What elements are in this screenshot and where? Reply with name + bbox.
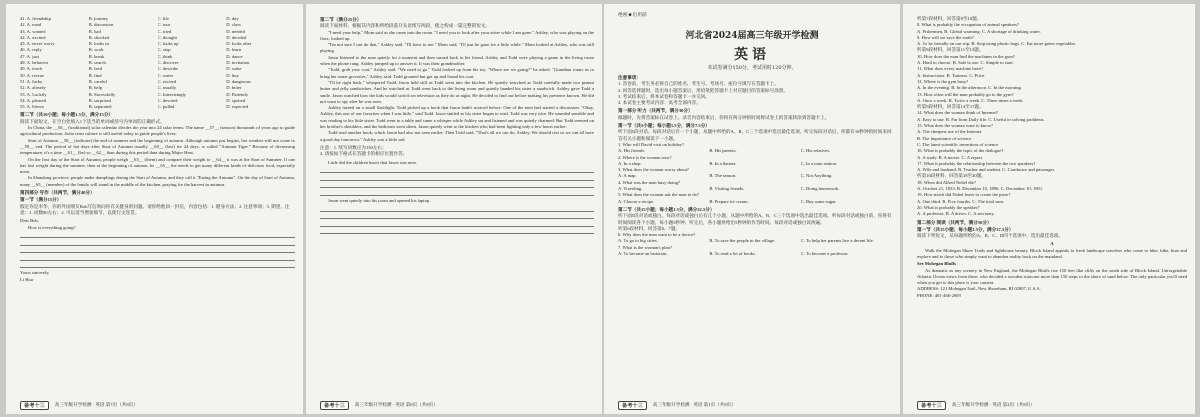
notice-title: 注意事项： xyxy=(618,75,641,80)
question-option: B. In a theater. xyxy=(709,160,737,166)
vocab-option: C. tried xyxy=(157,28,172,34)
exam-title: 河北省2024届高三年级开学检测 xyxy=(685,31,819,41)
letter-signature: Li Hua xyxy=(20,276,33,282)
answer-line xyxy=(320,212,594,220)
subject-title: 英语 xyxy=(734,47,770,63)
question-line: A. October 21, 1833. B. December 10, 1896. C. December 10, 1901. xyxy=(917,186,1044,192)
question-line: A. To be friendly on our trip. B. Stop using plastic bags. C. Eat more green vegetables. xyxy=(917,41,1077,47)
question-options xyxy=(618,199,892,205)
section1-note: 听下面5段对话。每段对话后有一个小题，从题中所给的A、B、C三个选项中选出最佳选项。听完每段对话后，你都有10秒钟的时间来回答有关小题和阅读下一小题。 xyxy=(618,129,892,141)
question-line: 13. How often will the man probably go to the gym? xyxy=(917,91,1014,97)
vocab-option: 55. A. blown xyxy=(20,104,44,110)
vocab-row xyxy=(20,104,295,110)
writing-note: 注意：1. 续写词数应为150左右； xyxy=(320,144,387,150)
question-line: 14. What does the woman think of Internet? xyxy=(917,110,998,116)
answer-line xyxy=(320,227,594,235)
continuation-start-1: Little did the children know that Jason was near. xyxy=(328,159,417,165)
story-paragraph: "I need your help," Mom said as she came into the room. "I need you to look after your sister while I am gone." Ashley, who was playing on the floor, looked up. xyxy=(320,29,594,41)
vocab-option: C. discover xyxy=(157,60,179,66)
section2-title: 第二节（共15小题；每小题1.5分，满分22.5分） xyxy=(618,206,715,212)
story-paragraph: "Todd, grab your coat," Ashley said. "We need to go." Todd looked up from his toy. "Where are we going?" he asked. "Grandma wants us to bring her some groceries," Ashley said. Todd groaned but got up and found his coat. xyxy=(320,67,594,79)
story-passage xyxy=(320,30,594,143)
question-line: 19. How much did Nobel leave to create the prize? xyxy=(917,192,1011,198)
page-footer xyxy=(320,400,592,410)
page-footer xyxy=(917,400,1185,410)
brand-logo: 备考十三 xyxy=(618,401,647,410)
footer-text: 高三年级开学检测 · 英语 第8页（共8页） xyxy=(354,402,438,407)
vocab-option: D. expected xyxy=(226,104,249,110)
question-stem: 6. Why does the man want to be a doctor? xyxy=(618,232,696,238)
answer-line xyxy=(20,253,295,261)
vocab-option: 54. A. pleased xyxy=(20,97,47,103)
answer-line xyxy=(320,204,594,212)
vocab-option: C. Interestingly xyxy=(157,91,187,97)
vocab-option: C. usually xyxy=(157,85,177,91)
question-line: A. In the evening. B. In the afternoon. C. In the morning. xyxy=(917,85,1022,91)
part2-note: 阅读下列短文，从每题所给的A、B、C、D四个选项中，选出最佳选项。 xyxy=(917,233,1063,239)
vocab-option: 47. A. just xyxy=(20,53,39,59)
question-options xyxy=(618,251,892,257)
passage-label: A xyxy=(1050,241,1054,247)
question-line: A. Fishermen. B. Global warming. C. A shortage of drinking water. xyxy=(917,28,1041,34)
question-line: 9. How will we save the earth? xyxy=(917,34,974,40)
answer-line xyxy=(20,246,295,254)
question-line: A. Easy to use. B. Far from Daily life. C. Useful in solving problems. xyxy=(917,116,1045,122)
vocab-option: B. looks in xyxy=(88,41,109,47)
question-option: C. To help her parents live a decent life. xyxy=(800,238,874,244)
question-option: B. His parents. xyxy=(709,148,737,154)
exam-page-8 xyxy=(306,4,602,414)
answer-line xyxy=(320,166,594,174)
footer-text: 高三年级开学检测 · 英语 第1页（共8页） xyxy=(652,402,736,407)
vocab-option: D. looks after xyxy=(226,41,252,47)
confidential-tag: 绝密★启用前 xyxy=(618,13,647,18)
vocab-option: D. dangerous xyxy=(226,78,251,84)
question-line: 听第7段材料，回答第8至10题。 xyxy=(917,16,982,21)
vocab-option: 41. A. friendship xyxy=(20,16,51,21)
vocab-option: B. find xyxy=(88,72,102,78)
vocab-option: B. journey xyxy=(88,16,109,21)
passage-paragraph: Start of Autumn __58__ (indicate) the end of summer and the beginning of autumn. Although autumn just begins, hot weather will not come to __59__ end. The period of hot days after Start of Autumn usually __60__ (last) for 24 days, is called "Autumn Tiger." Because of decreasing temperature, it's a time __61__ (be) so __62__ than during this period than during Major Heat. xyxy=(20,137,295,156)
answer-line xyxy=(20,261,295,269)
section-a-intro: 阅读下面短文，在空白处填入1个适当的单词或括号内单词的正确形式。 xyxy=(20,118,165,124)
q6-intro: 听第6段材料，回答第6、7题。 xyxy=(618,225,681,231)
section-title: 第二节（满分25分） xyxy=(320,17,362,22)
question-line: 10. How does the man find the machines in the gym? xyxy=(917,53,1015,59)
question-line: C. The latest scientific inventions of science. xyxy=(917,141,1000,147)
page7-body xyxy=(20,16,295,283)
question-option: B. The season. xyxy=(709,173,737,179)
notice-list xyxy=(618,81,892,106)
question-line: A. The cheapest use of the Internet. xyxy=(917,129,983,135)
answer-line xyxy=(320,181,594,189)
letter-opening: How is everything going? xyxy=(28,224,76,230)
brand-logo: 备考十三 xyxy=(20,401,49,410)
question-options xyxy=(618,238,892,244)
question-line: A. Once a week. B. Twice a week. C. Three times a week. xyxy=(917,97,1024,103)
vocab-option: B. discussion xyxy=(88,22,114,28)
passage-paragraph: In China, the __56__ (traditional) solar calendar divides the year into 24 solar terms. The name __57__ (season) thousands of years ago to guide agricultural production. Solar term culture is still useful today to guide people's lives. xyxy=(20,125,295,137)
writing-subtitle: 第一节（满分15分） xyxy=(20,197,62,203)
question-option: A. His friends. xyxy=(618,148,646,154)
passage-paragraph: In Shandong province, people make dumplings during the Start of Autumn, and they call it "Eating the Autumn". On the day of Start of Autumn, many __65__ (member) of the family will stand in the middle of the kitchen, praying for the harvest in autumn. xyxy=(20,175,295,187)
writing-note: 2. 请按如下格式在答题卡的相应位置作答。 xyxy=(320,151,408,157)
question-line: A. One third. B. Five fourths. C. The total sum. xyxy=(917,198,1005,204)
question-option: A. To go to big cities. xyxy=(618,238,658,244)
vocab-option: D. class xyxy=(226,22,241,28)
section-a-title: 第二节（共10小题；每小题1.5分，满分15分） xyxy=(20,112,114,118)
vocab-option: D. day xyxy=(226,16,239,21)
letter-closing: Yours sincerely, xyxy=(20,270,50,276)
question-stem: 7. What is the woman's plan? xyxy=(618,244,672,250)
question-option: A. Traveling. xyxy=(618,186,643,192)
vocab-option: D. bitter xyxy=(226,85,242,91)
question-option: A. Choose a recipe. xyxy=(618,198,655,204)
notice-item: 3. 考试结束后，将本试卷和答题卡一并交回。 xyxy=(618,93,710,99)
question-line: A. A professor. B. A driver. C. A secretary. xyxy=(917,211,995,217)
vocab-option: C. devoted xyxy=(157,97,178,103)
notice-item: 2. 回答选择题时，选出每小题答案后，用铅笔把答题卡上对应题目的答案标号涂黑。 xyxy=(618,87,788,93)
vocab-option: 52. A. already xyxy=(20,85,46,91)
page1-body xyxy=(618,74,892,257)
vocab-option: C. looks up xyxy=(157,41,179,47)
question-option: C. Buy some sugar. xyxy=(800,198,837,204)
question-line: B. The importance of science. xyxy=(917,135,973,141)
vocab-option: B. had xyxy=(88,28,101,34)
vocab-option: B. search xyxy=(88,60,106,66)
listening-questions xyxy=(618,142,892,205)
vocab-option: 49. A. teach xyxy=(20,66,42,72)
question-line: 8. What is probably the occupation of animal speakers? xyxy=(917,22,1019,28)
question-line: 17. What is probably the relationship between the two speakers? xyxy=(917,160,1036,166)
vocab-option: B. separated xyxy=(88,104,112,110)
question-stem: 3. What does the woman worry about? xyxy=(618,167,689,173)
notice-item: 1. 答卷前，考生务必将自己的姓名、考生号、考场号、座位号填写在答题卡上。 xyxy=(618,81,779,87)
vocab-option: C. excited xyxy=(157,78,177,84)
question-option: B. To read a lot of books. xyxy=(709,251,756,257)
vocab-option: D. buy xyxy=(226,72,239,78)
question-option: C. His relatives. xyxy=(800,148,831,154)
question-option: B. Visiting friends. xyxy=(709,186,745,192)
listening-questions-6-7 xyxy=(618,232,892,257)
question-line: 20. What is probably the speaker? xyxy=(917,204,980,210)
page-footer xyxy=(618,400,890,410)
answer-line xyxy=(320,173,594,181)
part1-title: 第一部分 听力（共两节，满分30分） xyxy=(618,108,693,114)
passage-paragraph: On the first day of the Start of Autumn, people weigh __63__ (them) and compare their weight to __64__ it was at the Start of Summer. If one has lost weight during the summer, then at the beginning of autumn, he __65__ the needs to get many different kinds of delicious food, especially meat. xyxy=(20,156,295,175)
story-paragraph: Jason listened to the man quietly for a moment and then turned back to his friend. Ashley and Todd were playing a game in the living room when the phone rang. Ashley jumped up to answer it. It was their grandmother. xyxy=(320,54,594,67)
story-paragraph: Todd read another book, which Jason had also not seen earlier. Then Todd said, "That's all we can do, Ashley. We should rest so we can all have a good day tomorrow." Ashley was a little sad. xyxy=(320,130,594,142)
vocab-option: C. stop xyxy=(157,47,171,53)
footer-text: 高三年级开学检测 · 英语 第7页（共8页） xyxy=(54,402,138,407)
fill-in-passage xyxy=(20,125,295,188)
story-paragraph: "I'll be right back," whispered Todd. Jason held still as Todd went into the kitchen. He quietly searched as Todd carefully made two peanut butter and jelly sandwiches. And he watched as Todd went back to the living room and quietly handed his sister a sandwich. Ashley gave Todd a smile. Jason watched how the kids would switch on television as they do at night. He decided to find out before making his presence known. He did not want to spy after he was seen. xyxy=(320,79,594,104)
vocab-option: B. shocked xyxy=(88,34,110,40)
page-footer xyxy=(20,400,293,410)
vocab-option: D. needed xyxy=(226,28,245,34)
continuation-start-2: Jason went quietly into his room and opened his laptop. xyxy=(328,197,431,203)
vocab-option: B. careful xyxy=(88,78,107,84)
story-paragraph: "I'm not sure I can do that," Ashley said. "I'll have to see." Mom said, "I'll just be gone for a little while." Mom looked at Ashley, who was still playing. xyxy=(320,42,594,54)
vocab-option: D. Patiently xyxy=(226,91,249,97)
vocab-option: B. surprised xyxy=(88,97,111,103)
question-line: A. Hard to choose. B. Safe to use. C. Simple to start. xyxy=(917,60,1014,66)
vocab-option: 43. A. wanted xyxy=(20,28,46,34)
part2-title: 第二部分 阅读（共两节，满分50分） xyxy=(917,219,992,225)
part1-note: 做题时，先将答案标在试卷上。录音内容结束后，你将有两分钟的时间将试卷上的答案转涂到答题卡上。 xyxy=(618,114,830,120)
question-line: A. Instructions. B. Trainers. C. Price. xyxy=(917,72,986,78)
vocab-option: C. tour xyxy=(157,22,171,28)
section-intro: 阅读下面材料，根据其内容和所给段落开头语续写两段，使之构成一篇完整的短文。 xyxy=(320,23,490,29)
vocab-option: C. pulled xyxy=(157,104,175,110)
answer-line xyxy=(320,188,594,196)
question-option: A. To become an historian. xyxy=(618,251,668,257)
vocab-option: D. dance xyxy=(226,53,243,59)
passage-address: ADDRESS: 121 Mohegan Trail, New Shoreham, RI 02807, U.S.A. xyxy=(917,286,1041,292)
question-stem: 1. Who will David visit on holiday? xyxy=(618,141,684,147)
page2-body xyxy=(917,16,1187,299)
vocab-option: B. Sucessfully xyxy=(88,91,116,97)
vocab-option: C. describe xyxy=(157,66,179,72)
question-line: 18. When did Alfred Nobel die? xyxy=(917,179,976,185)
passage-phone: PHONE: 401-466-2009 xyxy=(917,292,961,298)
writing-notes xyxy=(320,145,594,158)
vocab-option: D. wake xyxy=(226,66,242,72)
vocab-option: 51. A. lucky xyxy=(20,78,43,84)
question-option: C. Not Anything. xyxy=(800,173,833,179)
vocab-option: C. think xyxy=(157,53,173,59)
listening-questions-8-20 xyxy=(917,16,1187,218)
section1-title: 第一节（共5小题；每小题1.5分，满分7.5分） xyxy=(618,123,710,129)
passage-intro: Walk the Mohegan Shore Trails and lighthouse beauty. Block Island appeals to fresh landscape travelers who come to hike, bike, boat and explore and to those who simply want to abandon reality back on the mainland. xyxy=(917,247,1187,259)
question-line: A. Wife and husband. B. Teacher and student. C. Conductor and passenger. xyxy=(917,167,1055,173)
footer-text: 高三年级开学检测 · 英语 第2页（共8页） xyxy=(951,402,1035,407)
writing-prompt: 假定你是李华，你的外国朋友Bob写信询问你有关健身的问题。请你给他回一封信，内容包括：1. 健身方法；2. 注意事项；3. 期望。注意：1. 词数80左右；2. 可以适当增加细节，以使行文连贯。 xyxy=(20,203,290,215)
vocab-option: 45. A. never worry xyxy=(20,41,55,47)
answer-line xyxy=(320,219,594,227)
vocab-option: D. learn xyxy=(226,47,242,53)
vocab-option: D. invitation xyxy=(226,60,250,66)
question-line: 11. What does every machine have? xyxy=(917,66,984,72)
question-line: 16. What is probably the topic of the dialogue? xyxy=(917,148,1004,154)
vocab-option: D. spotted xyxy=(226,97,246,103)
part2-section-title: 第一节（共15小题；每小题2.5分，满分37.5分） xyxy=(917,226,1014,232)
question-line: 听第10段材料，回答第18至20题。 xyxy=(917,173,986,179)
vocab-option: B. feed xyxy=(88,66,103,72)
vocab-option: C. thought xyxy=(157,34,177,40)
question-option: A. A map. xyxy=(618,173,637,179)
question-option: C. In a train station. xyxy=(800,160,838,166)
vocab-option: 53. A. Luckily xyxy=(20,91,47,97)
writing-title: 第四部分 写作（共两节，满分40分） xyxy=(20,190,95,196)
question-stem: 2. Where is the woman now? xyxy=(618,154,672,160)
brand-logo: 备考十三 xyxy=(917,401,946,410)
exam-page-1 xyxy=(604,4,900,414)
question-stem: 4. What was the man busy doing? xyxy=(618,179,681,185)
vocab-option: 48. A. behavior xyxy=(20,60,49,66)
question-option: A. In a shop. xyxy=(618,160,642,166)
exam-subtitle: 本试卷满分150分，考试用时120分钟。 xyxy=(707,65,797,71)
question-option: B. To save the people in the village. xyxy=(709,238,776,244)
question-option: B. Prepare ice cream. xyxy=(709,198,749,204)
vocab-option: 50. A. rescue xyxy=(20,72,44,78)
question-option: C. To become a professor. xyxy=(800,251,849,257)
story-paragraph: Ashley turned on a small flashlight. Todd picked up a book that Jason hadn't noticed before. One of the men had started a discussion. "Okay, Ashley, this one of our favorites when I was little," said Todd. Jason smiled as his sister began to read. Todd was very nice. He sounded sensible and was reading to his little sister. Todd went to a table and came a whisper while Ashley sat and listened and was quietly charmed. But Todd seemed on her brother's shoulders, and the bedroom went silent. Jason quietly went to the kitchen who had been fighting only a few hours earlier. xyxy=(320,105,594,130)
vocab-option: B. break xyxy=(88,53,105,59)
vocab-option: 44. A. excited xyxy=(20,34,46,40)
letter-greeting: Dear Bob, xyxy=(20,218,39,224)
question-stem: 5. What does the woman ask the man to do? xyxy=(618,192,700,198)
exam-page-7 xyxy=(6,4,303,414)
vocab-option: C. life xyxy=(157,16,169,21)
question-line: 听第9段材料，回答第14至17题。 xyxy=(917,104,984,110)
question-options xyxy=(618,173,892,179)
passage-heading: See Mohegan Bluffs xyxy=(917,261,957,267)
brand-logo: 备考十三 xyxy=(320,401,349,410)
vocab-options xyxy=(20,16,295,110)
question-line: 听第8段材料，回答第11至13题。 xyxy=(917,47,984,53)
vocab-option: C. water xyxy=(157,72,174,78)
vocab-option: 46. A. reply xyxy=(20,47,42,53)
question-line: A. A study. B. A movie. C. A report. xyxy=(917,154,984,160)
vocab-option: B. work xyxy=(88,47,104,53)
vocab-option: D. decided xyxy=(226,34,247,40)
answer-line xyxy=(20,238,295,246)
answer-line xyxy=(20,231,295,239)
exam-page-2 xyxy=(903,4,1195,414)
vocab-option: B. help xyxy=(88,85,103,91)
question-option: C. Doing homework. xyxy=(800,186,840,192)
vocab-option: 42. A. meal xyxy=(20,22,42,28)
section2-note: 听下面5段对话或独白。每段对话或独白后有几个小题，从题中所给的A、B、C三个选项中选出最佳选项。听每段对话或独白前，你将有时间阅读各个小题，每小题5秒钟；听完后，各小题将给出5秒钟的作答时间。每段对话或独白读两遍。 xyxy=(618,213,892,225)
page8-body xyxy=(320,16,594,234)
passage-body: As dramatic as any scenery in New England, the Mohegan Bluffs rise 150 feet like cliffs on the south side of Block Island. Unforgettable Atlantic Ocean views from there, who decided a wooden staircase more than 150 steps to the shore of sand below. The only particular you'll need when you get to this place is your camera. xyxy=(917,267,1187,286)
question-line: 15. What does the woman want to know? xyxy=(917,123,993,129)
notice-item: 4. 本试卷主要考试内容：高考全部内容。 xyxy=(618,100,701,106)
question-line: 12. Where is the gym busy? xyxy=(917,78,969,84)
question-options xyxy=(618,148,892,154)
